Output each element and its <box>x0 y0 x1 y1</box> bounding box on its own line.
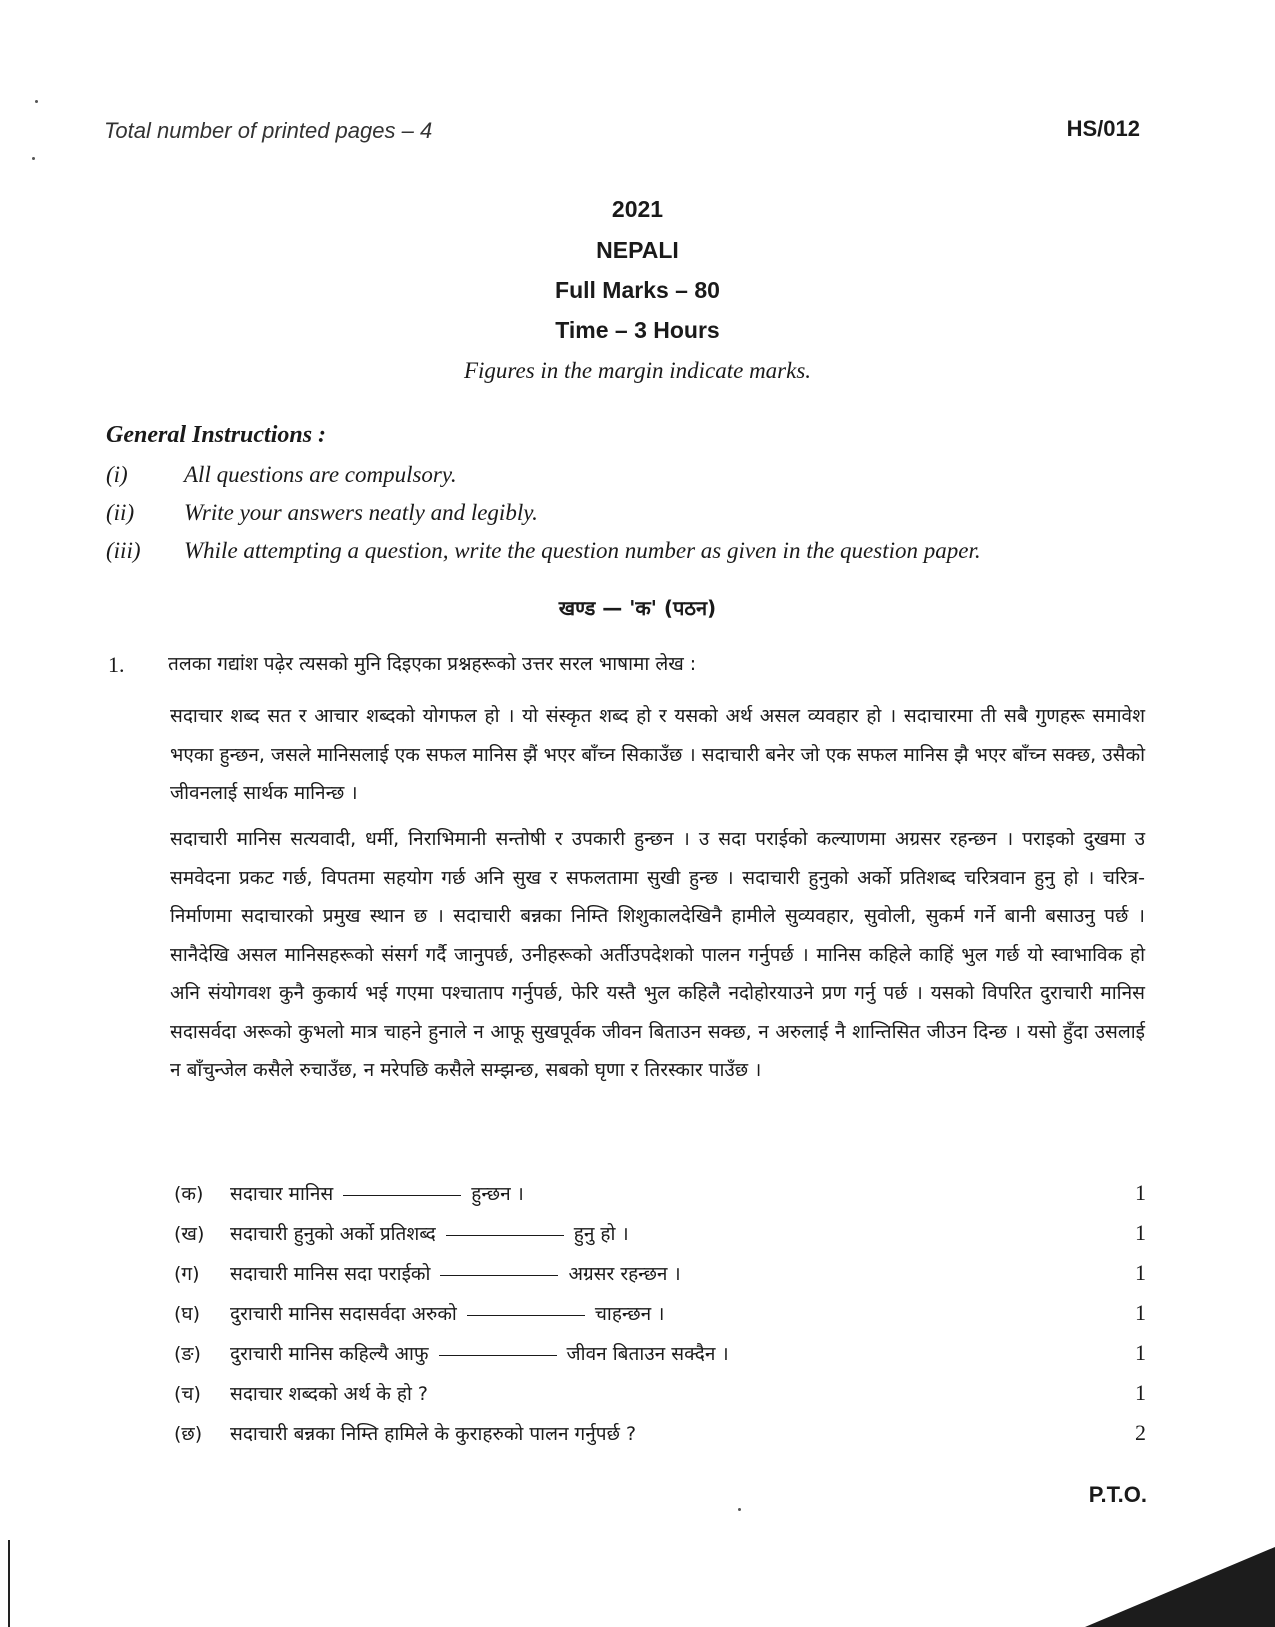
printed-pages-note: Total number of printed pages – 4 <box>104 118 433 143</box>
sub-question-text: दुराचारी मानिस सदासर्वदा अरुको <box>230 1303 457 1325</box>
paper-code: HS/012 <box>1066 116 1140 141</box>
marks-value: 1 <box>1135 1220 1146 1245</box>
sub-question-text-end: हुन्छन । <box>471 1183 524 1205</box>
sub-question-text: सदाचार मानिस <box>230 1183 334 1205</box>
sub-question <box>174 1300 1146 1326</box>
marks-value: 1 <box>1135 1260 1146 1285</box>
passage-paragraph-1: सदाचार शब्द सत र आचार शब्दको योगफल हो । यो संस्कृत शब्द हो र यसको अर्थ असल व्यवहार हो । सदाचारमा ती सबै गुणहरू समावेश भएका हुन्छन, जसले मानिसलाई एक सफल मानिस झैं भएर बाँच्न सिकाउँछ । सदाचारी बनेर जो एक सफल मानिस झै भएर बाँच्न सक्छ, उसैको जीवनलाई सार्थक मानिन्छ । <box>170 705 1145 804</box>
instruction-text: While attempting a question, write the question number as given in the question paper. <box>184 538 981 563</box>
sub-question-label: (छ) <box>174 1423 203 1445</box>
marks-value: 1 <box>1135 1300 1146 1325</box>
answer-blank <box>467 1315 585 1316</box>
answer-blank <box>446 1235 564 1236</box>
marks-value: 2 <box>1135 1420 1146 1445</box>
scan-speck <box>738 1508 741 1511</box>
scan-edge-line <box>8 1540 10 1627</box>
question-number: 1. <box>108 652 125 677</box>
sub-question-text-end: जीवन बिताउन सक्दैन । <box>566 1343 729 1365</box>
sub-question-label: (क) <box>174 1183 204 1205</box>
instruction-number: (i) <box>106 462 128 487</box>
sub-question-label: (च) <box>174 1383 201 1405</box>
sub-question-text: सदाचारी मानिस सदा पराईको <box>230 1263 431 1285</box>
sub-question-text-end: हुनु हो । <box>573 1223 629 1245</box>
general-instructions-title: General Instructions : <box>106 422 327 448</box>
exam-subject: NEPALI <box>596 237 679 263</box>
sub-question <box>174 1180 1146 1206</box>
instruction-item <box>106 462 457 488</box>
instruction-text: Write your answers neatly and legibly. <box>184 500 538 525</box>
instruction-text: All questions are compulsory. <box>184 462 457 487</box>
marks-value: 1 <box>1135 1340 1146 1365</box>
please-turn-over: P.T.O. <box>1088 1482 1147 1507</box>
answer-blank <box>439 1355 557 1356</box>
scan-corner-shadow <box>1085 1547 1275 1627</box>
sub-question <box>174 1220 1146 1246</box>
sub-question-label: (घ) <box>174 1303 201 1325</box>
answer-blank <box>440 1275 558 1276</box>
sub-question-text: दुराचारी मानिस कहिल्यै आफु <box>230 1343 429 1365</box>
sub-question <box>174 1340 1146 1366</box>
exam-time: Time – 3 Hours <box>555 317 720 343</box>
sub-question-text-end: अग्रसर रहन्छन । <box>568 1263 681 1285</box>
sub-question-text: सदाचारी बन्नका निम्ति हामिले के कुराहरुको पालन गर्नुपर्छ ? <box>230 1423 637 1445</box>
section-title: खण्ड — 'क' (पठन) <box>558 596 717 620</box>
sub-question <box>174 1260 1146 1286</box>
answer-blank <box>343 1195 461 1196</box>
sub-question-text-end: चाहन्छन । <box>594 1303 665 1325</box>
sub-question-text: सदाचार शब्दको अर्थ के हो ? <box>230 1383 429 1405</box>
question-instruction: तलका गद्यांश पढ़ेर त्यसको मुनि दिइएका प्रश्नहरूको उत्तर सरल भाषामा लेख : <box>168 653 697 675</box>
scan-speck <box>35 100 38 103</box>
scan-speck <box>32 157 35 160</box>
sub-question-label: (ख) <box>174 1223 205 1245</box>
marks-value: 1 <box>1135 1180 1146 1205</box>
passage-paragraph-2: सदाचारी मानिस सत्यवादी, धर्मी, निराभिमानी सन्तोषी र उपकारी हुन्छन । उ सदा पराईको कल्याणमा अग्रसर रहन्छन । पराइको दुखमा उ समवेदना प्रकट गर्छ, विपतमा सहयोग गर्छ अनि सुख र सफलतामा सुखी हुन्छ । सदाचारी हुनुको अर्को प्रतिशब्द चरित्रवान हुनु हो । चरित्र-निर्माणमा सदाचारको प्रमुख स्थान छ । सदाचारी बन्नका निम्ति शिशुकालदेखिनै हामीले सुव्यवहार, सुवोली, सुकर्म गर्ने बानी बसाउनु पर्छ । सानैदेखि असल मानिसहरूको संसर्ग गर्दै जानुपर्छ, उनीहरूको अर्तीउपदेशको पालन गर्नुपर्छ । मानिस कहिले काहिं भुल गर्छ यो स्वाभाविक हो अनि संयोगवश कुनै कुकार्य भई गएमा पश्चाताप गर्नुपर्छ, फेरि यस्तै भुल कहिलै नदोहोरयाउने प्रण गर्नु पर्छ । यसको विपरित दुराचारी मानिस सदासर्वदा अरूको कुभलो मात्र चाहने हुनाले न आफू सुखपूर्वक जीवन बिताउन सक्छ, न अरुलाई नै शान्तिसित जीउन दिन्छ । यसो हुँदा उसलाई न बाँचुन्जेल कसैले रुचाउँछ, न मरेपछि कसैले सम्झन्छ, सबको घृणा र तिरस्कार पाउँछ । <box>170 828 1145 1081</box>
sub-question <box>174 1420 1146 1446</box>
full-marks: Full Marks – 80 <box>555 277 720 303</box>
instruction-number: (iii) <box>106 538 141 563</box>
instruction-item <box>106 538 981 564</box>
exam-year: 2021 <box>611 196 664 222</box>
margin-note: Figures in the margin indicate marks. <box>463 358 812 383</box>
instruction-number: (ii) <box>106 500 135 525</box>
sub-question <box>174 1380 1146 1406</box>
marks-value: 1 <box>1135 1380 1146 1405</box>
sub-question-label: (ङ) <box>174 1343 201 1365</box>
sub-question-label: (ग) <box>174 1263 200 1285</box>
sub-question-text: सदाचारी हुनुको अर्को प्रतिशब्द <box>230 1223 436 1245</box>
instruction-item <box>106 500 538 526</box>
